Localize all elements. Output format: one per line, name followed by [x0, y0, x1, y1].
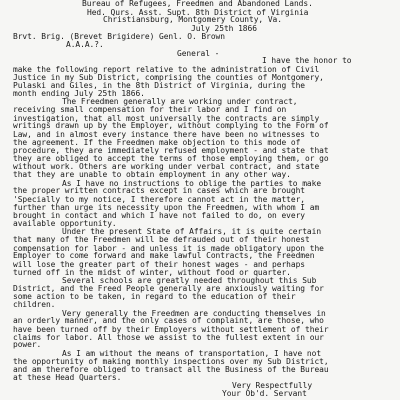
addressee-line-1: Brvt. Brig. (Brevet Brigidere) Genl. O. Brown	[13, 31, 225, 41]
body-line: make the following report relative to the administration of Civil	[13, 64, 320, 74]
closing-line: Very Respectfully	[232, 381, 313, 391]
body-line: turned off in the midst of winter, without food or quarter.	[13, 267, 291, 277]
body-line: and am therefore obliged to transact all the Business of the Bureau	[13, 365, 329, 375]
body-line: the agreement. If the Freedmen make objection to this mode of	[13, 137, 301, 147]
body-line: available opportunity.	[13, 218, 117, 228]
header-line-1: Bureau of Refugees, Freedmen and Abandoned Lands.	[82, 0, 313, 8]
body-line: 'Specially to my notice, I therefore cannot act in the matter,	[13, 194, 306, 204]
body-line: at these Head Quarters.	[13, 372, 122, 382]
body-line: Very generally the Freedmen are conducting themselves in	[62, 308, 326, 318]
addressee-line-2: A.A.A.?.	[66, 40, 104, 50]
body-line: the opportunity of making monthly inspections over my Sub District,	[13, 356, 329, 366]
body-line: As I have no instructions to oblige the parties to make	[62, 178, 322, 188]
body-line: Law, and in almost every instance there have been no witnesses to	[13, 129, 320, 139]
body-line: District, and the Freed People generally are anxiously waiting for	[13, 283, 324, 293]
salutation: General -	[177, 48, 220, 58]
body-line: an orderly manner, and the only cases of complaint, are those, who	[13, 316, 324, 326]
body-line: investigation, that all most universally the contracts are simply	[13, 113, 320, 123]
body-line: that they are unable to obtain employment in any other way.	[13, 170, 291, 180]
body-line: Employer to come forward and make lawful Contracts, the Freedmen	[13, 251, 315, 261]
body-line: month ending July 25th 1866.	[13, 88, 145, 98]
body-line: the proper written contracts except in cases which are brought	[13, 186, 306, 196]
header-line-3: Christiansburg, Montgomery County, Va.	[103, 15, 282, 25]
body-line: compensation for labor - and unless it is made obligatory upon the	[13, 243, 324, 253]
closing-line: Your Ob'd. Servant	[222, 389, 307, 398]
body-line: Under the present State of Affairs, it is quite certain	[62, 227, 322, 237]
body-line: procedure, they are immediately refused employment - and state that	[13, 146, 329, 156]
body-line: As I am without the means of transportation, I have not	[62, 348, 322, 358]
header-line-2: Hed. Qurs. Asst. Supt. 8th District of Virginia	[87, 7, 309, 17]
body-line: Pulaski and Giles, in the 8th District of Virginia, during the	[13, 81, 306, 91]
body-line: writings drawn up by the Employer, without complying to the Form of	[13, 121, 329, 131]
body-line: receiving small compensation for their labor and I find on	[13, 105, 287, 115]
body-line: will lose the greater part of their honest wages - and perhaps	[13, 259, 306, 269]
body-line: without work. Others are working under verbal contract, and state	[13, 162, 320, 172]
body-line: power.	[13, 340, 42, 350]
body-line: The Freedmen generally are working under contract,	[62, 97, 298, 107]
body-line: Justice in my Sub District, comprising the counties of Montgomery,	[13, 72, 324, 82]
body-line: they are obliged to accept the terms of those employing them, or go	[13, 153, 329, 163]
body-line: further than urge its necessity upon the Freedmen, with whom I am	[13, 202, 320, 212]
body-line: claims for labor. All those we assist to the fullest extent in our	[13, 332, 324, 342]
body-line: have been turned off by their Employers without settlement of their	[13, 324, 329, 334]
body-line: brought in contact and which I have not failed to do, on every	[13, 211, 306, 221]
body-line: that many of the Freedmen will be defrauded out of their honest	[13, 235, 310, 245]
body-line: I have the honor to	[262, 56, 352, 66]
body-line: Several schools are greatly needed throughout this Sub	[62, 276, 317, 286]
body-line: children.	[13, 300, 56, 310]
body-line: some action to be taken, in regard to the education of their	[13, 292, 296, 302]
date-line: July 25th 1866	[191, 23, 257, 33]
